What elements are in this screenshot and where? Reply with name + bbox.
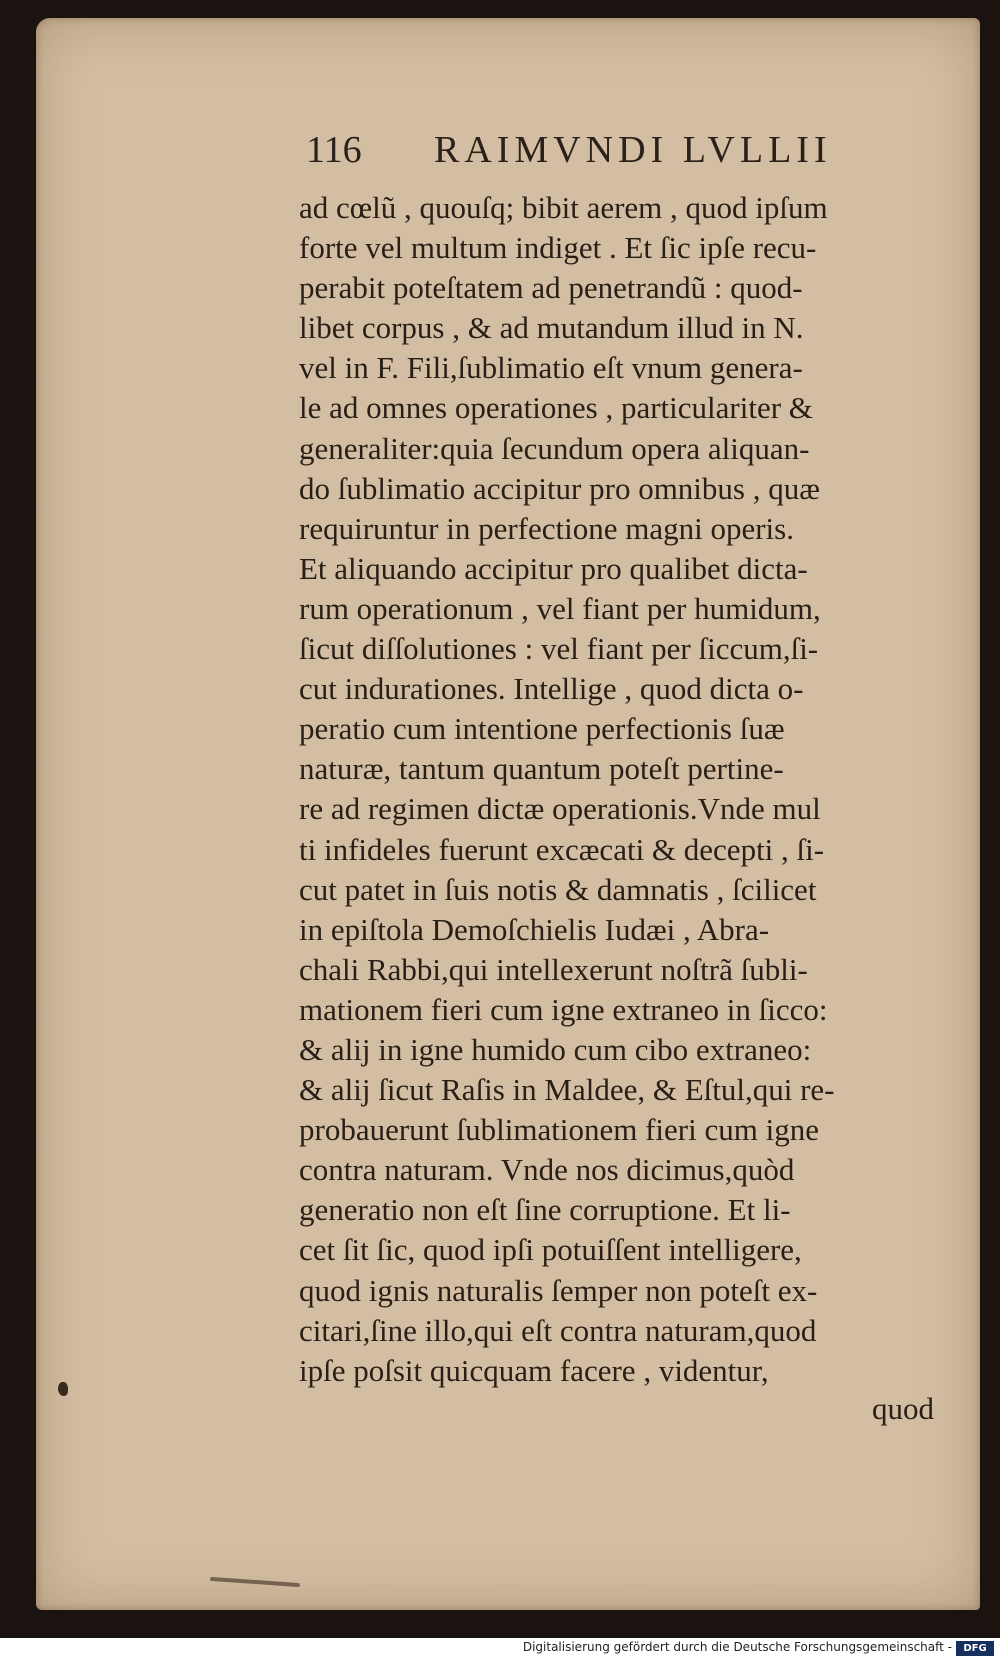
text-line: perabit poteſtatem ad penetrandũ : quod- [299,270,803,306]
text-line: forte vel multum indiget . Et ſic ipſe recu- [299,230,817,266]
body-text [299,188,999,1391]
footer-band [0,1638,1000,1660]
text-line: citari,ſine illo,qui eſt contra naturam,quod [299,1312,817,1348]
text-line: peratio cum intentione perfectionis ſuæ [299,711,785,747]
text-line: ſicut diſſolutiones : vel fiant per ſiccum,ſi- [299,631,819,667]
text-line: chali Rabbi,qui intellexerunt noſtrã ſubli- [299,951,808,987]
text-line: ti infideles fuerunt excæcati & decepti , ſi- [299,831,825,867]
page-number: 116 [306,129,362,171]
text-line: libet corpus , & ad mutandum illud in N. [299,310,804,346]
running-title: RAIMVNDI LVLLII [434,129,832,171]
text-line: probauerunt ſublimationem fieri cum igne [299,1112,819,1148]
text-line: cet ſit ſic, quod ipſi potuiſſent intelligere, [299,1232,802,1268]
text-line: rum operationum , vel fiant per humidum, [299,590,821,626]
text-line: do ſublimatio accipitur pro omnibus , quæ [299,470,820,506]
text-line: cut patet in ſuis notis & damnatis , ſcilicet [299,871,817,907]
text-line: re ad regimen dictæ operationis.Vnde mul [299,791,821,827]
text-line: vel in F. Fili,ſublimatio eſt vnum genera- [299,350,803,386]
text-line: cut indurationes. Intellige , quod dicta o- [299,671,804,707]
text-line: generatio non eſt ſine corruptione. Et li- [299,1192,791,1228]
book-page [36,18,980,1610]
funding-credit: Digitalisierung gefördert durch die Deutsche Forschungsgemeinschaft - [522,1640,952,1654]
text-line: generaliter:quia ſecundum opera aliquan- [299,430,810,466]
text-line: & alij ſicut Raſis in Maldee, & Eſtul,qui re- [299,1072,835,1108]
text-line: ipſe poſsit quicquam facere , videntur, [299,1352,769,1388]
text-line: contra naturam. Vnde nos dicimus,quòd [299,1152,795,1188]
dfg-logo-icon: DFG [956,1641,994,1656]
page-header [306,128,906,178]
text-line: in epiſtola Demoſchielis Iudæi , Abra- [299,911,770,947]
catchword: quod [872,1391,934,1426]
text-line: naturæ, tantum quantum poteſt pertine- [299,751,784,787]
ink-mark-icon [58,1382,68,1396]
text-line: requiruntur in perfectione magni operis. [299,510,794,546]
text-line: & alij in igne humido cum cibo extraneo: [299,1031,812,1067]
text-line: mationem fieri cum igne extraneo in ſicco: [299,991,828,1027]
text-line: le ad omnes operationes , particulariter & [299,390,813,426]
text-line: quod ignis naturalis ſemper non poteſt ex- [299,1272,818,1308]
text-line: ad cœlũ , quouſq; bibit aerem , quod ipſum [299,190,828,225]
text-line: Et aliquando accipitur pro qualibet dicta- [299,550,808,586]
